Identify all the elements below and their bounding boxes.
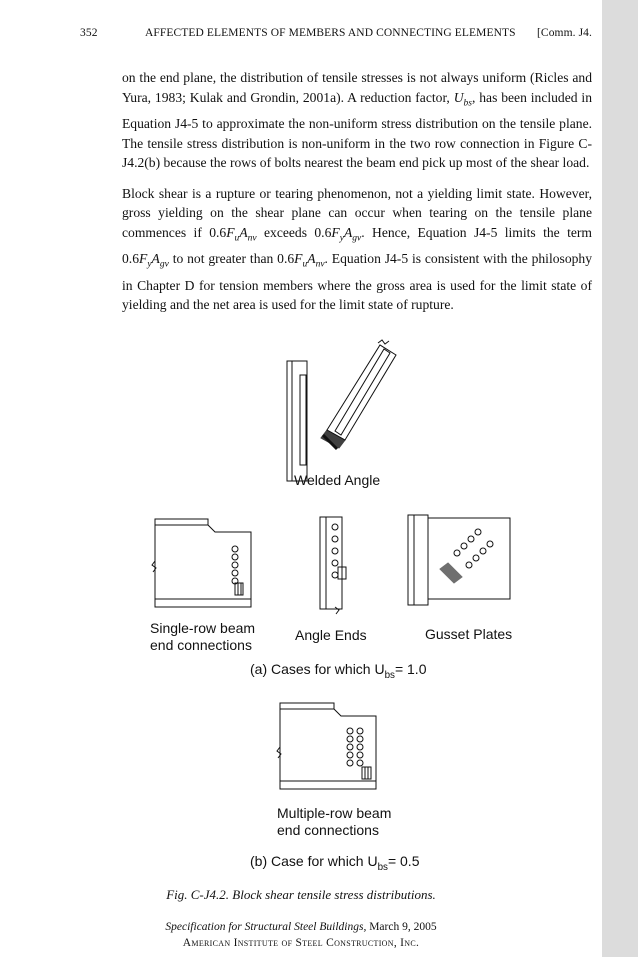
page-number: 352 xyxy=(80,27,98,39)
body-text xyxy=(122,68,592,326)
footer-publisher: American Institute of Steel Construction, Inc. xyxy=(182,937,420,949)
figure-caption: Fig. C-J4.2. Block shear tensile stress distributions. xyxy=(166,887,436,902)
angle-ends-bolts xyxy=(332,524,338,578)
paragraph-1: on the end plane, the distribution of tensile stresses is not always uniform (Ricles and Yura, 1983; Kulak and Grondin, 2001a). A reduction factor, $U_{bs}$, has been included in Equation J4-5 to approximate the non-uniform stress distribution on the tensile plane. The tensile stress distribution is non-uniform in the two row connection in Figure C-J4.2(b) because the rows of bolts nearest the beam end pick up most of the shear load. xyxy=(122,70,592,171)
figure-diagram xyxy=(140,335,540,875)
single-row-bolts xyxy=(232,546,238,584)
gusset-bolts xyxy=(454,529,493,568)
label-angle-ends: Angle Ends xyxy=(295,627,367,643)
label-multi-row-2: end connections xyxy=(277,822,379,838)
footer-spec-title: Specification for Structural Steel Buildings, xyxy=(165,921,367,933)
welded-angle-drawing xyxy=(287,340,396,481)
header-section: [Comm. J4. xyxy=(537,27,592,39)
figure-block-shear xyxy=(140,335,540,875)
footer-date: March 9, 2005 xyxy=(366,921,437,933)
running-footer xyxy=(0,919,602,951)
label-case-a: (a) Cases for which $U_{bs}= 1.0$ xyxy=(250,661,427,681)
page-gutter xyxy=(602,0,638,957)
paragraph-2: Block shear is a rupture or tearing phenomenon, not a yielding limit state. However, gross yielding on the shear plane can occur when tearing on the tensile plane commences if $0.6F_uA_{nv}$ exceeds $0.6F_yA_{gv}$. Hence, Equation J4-5 limits the term $0.6F_yA_{gv}$ to not greater than $0.6F_uA_{nv}$. Equation J4-5 is consistent with the philosophy in Chapter D for tension members where the gross area is used for the limit state of yielding and the net area is used for the limit state of rupture. xyxy=(122,185,593,313)
gusset-plate-drawing xyxy=(408,515,510,605)
label-gusset-plates: Gusset Plates xyxy=(425,626,513,642)
single-row-beam-drawing xyxy=(152,519,251,607)
label-single-row-2: end connections xyxy=(150,637,252,653)
label-multi-row-1: Multiple-row beam xyxy=(277,805,392,821)
multi-row-bolts xyxy=(347,728,363,766)
label-welded-angle: Welded Angle xyxy=(294,472,381,488)
label-single-row-1: Single-row beam xyxy=(150,620,256,636)
header-title: AFFECTED ELEMENTS OF MEMBERS AND CONNECTING ELEMENTS xyxy=(145,27,516,39)
angle-ends-drawing xyxy=(320,517,346,614)
multi-row-beam-drawing xyxy=(277,703,376,789)
label-case-b: (b) Case for which $U_{bs}= 0.5$ xyxy=(250,853,420,873)
